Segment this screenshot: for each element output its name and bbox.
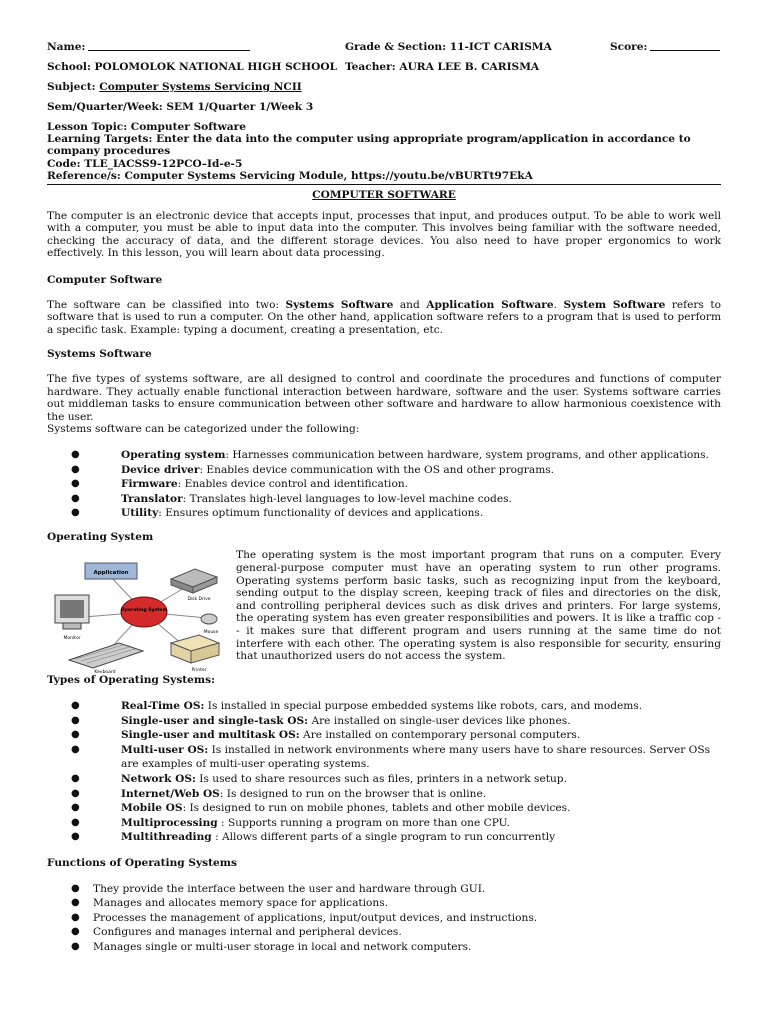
name-field[interactable] [88, 41, 250, 51]
list-item-desc: : Supports running a program on more than one CPU. [217, 816, 510, 829]
svg-text:Application: Application [93, 570, 129, 577]
bullet-icon: ● [71, 816, 80, 828]
list-item [47, 830, 721, 845]
printer-icon [171, 635, 219, 673]
svg-text:Operating System: Operating System [120, 608, 168, 614]
list-item [47, 699, 721, 714]
list-item-desc: Is installed in network environments where many users have to share resources. Server OSs are examples of multi-user operating systems. [121, 743, 711, 771]
svg-text:Disk Drive: Disk Drive [187, 597, 211, 603]
list-item-term: Multi-user OS: [121, 743, 209, 756]
disk-drive-icon [171, 569, 217, 602]
list-item [47, 492, 721, 507]
bullet-icon: ● [71, 911, 80, 923]
bullet-icon: ● [71, 714, 80, 726]
list-item-term: Single-user and single-task OS: [121, 714, 309, 727]
list-item-term: Single-user and multitask OS: [121, 729, 300, 742]
list-item [47, 714, 721, 729]
list-item-desc: : Is designed to run on mobile phones, tablets and other mobile devices. [182, 802, 571, 815]
functions-os-heading: Functions of Operating Systems [47, 857, 237, 870]
monitor-icon [55, 595, 89, 641]
header-row-1 [47, 41, 721, 55]
list-item-text: Processes the management of applications, input/output devices, and instructions. [93, 911, 538, 924]
bullet-icon: ● [71, 478, 80, 490]
teacher: Teacher: AURA LEE B. CARISMA [345, 61, 540, 73]
list-item-term: Network OS: [121, 773, 196, 786]
list-item [47, 911, 721, 926]
list-item [47, 463, 721, 478]
list-item-text: Manages single or multi-user storage in local and network computers. [93, 940, 472, 953]
operating-system-center [121, 597, 168, 627]
score-field[interactable] [650, 41, 720, 51]
list-item-desc: Is installed in special purpose embedded systems like robots, cars, and modems. [204, 700, 643, 713]
keyboard-icon [69, 643, 143, 673]
list-item-term: Firmware [121, 478, 178, 491]
code: Code: TLE_IACSS9-12PCO–Id-e-5 [47, 157, 243, 170]
worksheet-page [47, 41, 721, 955]
list-item-term: Translator [121, 492, 183, 505]
score-label: Score: [610, 41, 648, 53]
list-item [47, 743, 721, 772]
list-item-desc: Are installed on contemporary personal computers. [299, 729, 581, 742]
systems-software-categories-intro: Systems software can be categorized under the following: [47, 423, 360, 436]
mouse-icon [201, 614, 219, 635]
list-item [47, 448, 721, 463]
bullet-icon: ● [71, 729, 80, 741]
bullet-icon: ● [71, 743, 80, 755]
list-item [47, 940, 721, 955]
list-item-desc: : Harnesses communication between hardware, system programs, and other applications. [225, 448, 709, 461]
list-item-term: Real-Time OS: [121, 700, 205, 713]
bullet-icon: ● [71, 897, 80, 909]
page-title: COMPUTER SOFTWARE [312, 189, 456, 202]
list-item [47, 896, 721, 911]
list-item-term: Device driver [121, 463, 200, 476]
list-item-text: They provide the interface between the user and hardware through GUI. [93, 882, 486, 895]
list-item-desc: : Enables device communication with the OS and other programs. [199, 463, 555, 476]
list-item [47, 787, 721, 802]
computer-software-paragraph: The software can be classified into two: Systems Software and Application Software. System Software refers to software that is used to run a computer. On the other hand, application software refers to a program that is used to perform a specific task. Example: typing a document, creating a presentation, etc. [47, 298, 721, 336]
systems-software-paragraph: The five types of systems software, are all designed to control and coordinate the procedures and functions of computer hardware. They actually enable functional interaction between hardware, software and the user. Systems software carries out middleman tasks to ensure communication between other software and hardware to allow harmonious coexistence with the user. [47, 372, 721, 423]
header-row-2 [47, 61, 721, 75]
list-item-desc: : Allows different parts of a single program to run concurrently [211, 831, 556, 844]
list-item-desc: : Enables device control and identification. [177, 478, 409, 491]
computer-software-heading: Computer Software [47, 273, 163, 286]
operating-system-heading: Operating System [47, 530, 154, 543]
subject-label: Subject: [47, 81, 96, 93]
name-label: Name: [47, 41, 86, 53]
bullet-icon: ● [71, 802, 80, 814]
application-box-icon [85, 563, 137, 579]
list-item-term: Internet/Web OS [121, 787, 220, 800]
bullet-icon: ● [71, 940, 80, 952]
types-os-list [47, 699, 721, 845]
semester-row: Sem/Quarter/Week: SEM 1/Quarter 1/Week 3 [47, 101, 314, 113]
bullet-icon: ● [71, 773, 80, 785]
list-item [47, 816, 721, 831]
list-item [47, 882, 721, 897]
subject-row [47, 81, 721, 95]
operating-system-diagram [49, 555, 229, 673]
types-os-heading: Types of Operating Systems: [47, 674, 216, 687]
bullet-icon: ● [71, 492, 80, 504]
list-item-desc: : Translates high-level languages to low-level machine codes. [182, 492, 512, 505]
list-item [47, 728, 721, 743]
list-item [47, 506, 721, 521]
bullet-icon: ● [71, 882, 80, 894]
operating-system-section [47, 549, 721, 674]
list-item [47, 772, 721, 787]
list-item [47, 801, 721, 816]
systems-software-list [47, 448, 721, 521]
header-divider [47, 184, 721, 185]
list-item-term: Utility [121, 507, 159, 520]
bullet-icon: ● [71, 463, 80, 475]
list-item-desc: : Is designed to run on the browser that is online. [219, 787, 487, 800]
learning-targets: Learning Targets: Enter the data into the computer using appropriate program/application in accordance to company procedures [47, 133, 691, 158]
list-item-text: Configures and manages internal and peripheral devices. [93, 926, 402, 939]
list-item-desc: Is used to share resources such as files, printers in a network setup. [195, 773, 567, 786]
list-item-term: Mobile OS [121, 802, 183, 815]
list-item [47, 925, 721, 940]
subject-value: Computer Systems Servicing NCII [99, 81, 302, 93]
list-item-term: Multiprocessing [121, 816, 218, 829]
reference: Reference/s: Computer Systems Servicing Module, https://youtu.be/vBURTt97EkA [47, 169, 533, 182]
list-item-term: Multithreading [121, 831, 212, 844]
list-item-text: Manages and allocates memory space for applications. [93, 897, 389, 910]
grade-section: Grade & Section: 11-ICT CARISMA [345, 41, 552, 53]
svg-text:Keyboard: Keyboard [94, 670, 116, 674]
operating-system-paragraph: The operating system is the most important program that runs on a computer. Every general-purpose computer must have an operating system to run other programs. Operating systems perform basic tasks, such as recognizing input from the keyboard, sending output to the display screen, keeping track of files and directories on the disk, and controlling peripheral devices such as disk drives and printers. For large systems, the operating system has even greater responsibilities and powers. It is like a traffic cop -- it makes sure that different program and users running at the same time do not interfere with each other. The operating system is also responsible for security, ensuring that unauthorized users do not access the system. [236, 549, 721, 663]
bullet-icon: ● [71, 787, 80, 799]
lesson-topic: Lesson Topic: Computer Software [47, 121, 246, 133]
list-item-term: Operating system [121, 448, 226, 461]
systems-software-heading: Systems Software [47, 348, 152, 361]
bullet-icon: ● [71, 448, 80, 460]
list-item-desc: : Ensures optimum functionality of devices and applications. [158, 507, 484, 520]
intro-paragraph: The computer is an electronic device that accepts input, processes that input, and produces output. To be able to work well with a computer, you must be able to input data into the computer. This involves being familiar with the software needed, checking the accuracy of data, and the different storage devices. You also need to have proper ergonomics to work effectively. In this lesson, you will learn about data processing. [47, 209, 721, 260]
svg-text:Monitor: Monitor [63, 636, 81, 642]
svg-text:Printer: Printer [191, 668, 207, 674]
bullet-icon: ● [71, 700, 80, 712]
school: School: POLOMOLOK NATIONAL HIGH SCHOOL [47, 61, 338, 73]
svg-text:Mouse: Mouse [203, 630, 219, 636]
list-item-desc: Are installed on single-user devices like phones. [308, 714, 571, 727]
bullet-icon: ● [71, 507, 80, 519]
list-item [47, 477, 721, 492]
bullet-icon: ● [71, 926, 80, 938]
bullet-icon: ● [71, 831, 80, 843]
functions-os-list [47, 882, 721, 955]
